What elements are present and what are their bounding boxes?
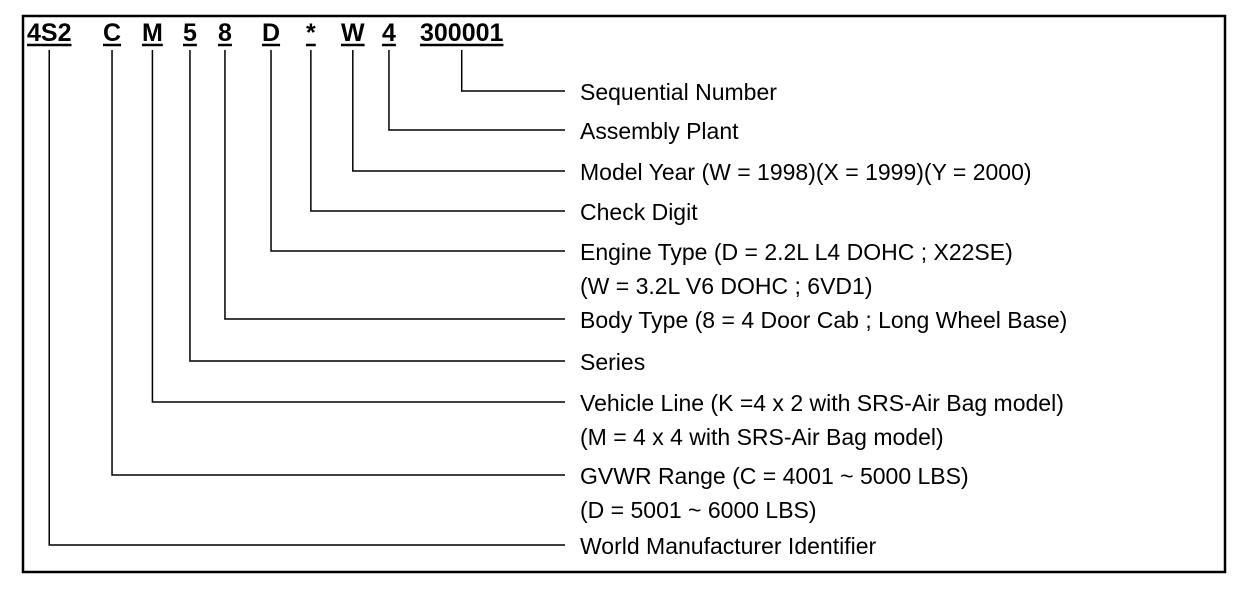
field-label-8-line-2: (D = 5001 ~ 6000 LBS) [580,497,817,523]
field-label-1: Assembly Plant [580,118,739,144]
vin-code-2: M [142,19,163,47]
vin-code-5: D [262,19,281,47]
field-label-5: Body Type (8 = 4 Door Cab ; Long Wheel Base) [580,307,1068,333]
field-label-2: Model Year (W = 1998)(X = 1999)(Y = 2000) [580,159,1032,185]
leader-line-9 [49,50,565,545]
leader-lines [49,50,565,545]
leader-line-2 [353,50,565,171]
field-label-8: GVWR Range (C = 4001 ~ 5000 LBS) [580,463,969,489]
vin-code-row [27,19,504,47]
field-label-3: Check Digit [580,199,698,225]
field-label-0: Sequential Number [580,79,777,105]
leader-line-0 [462,50,565,91]
leader-line-8 [112,50,565,475]
vin-code-8: 4 [382,19,396,47]
leader-line-6 [190,50,565,361]
leader-line-1 [389,50,565,130]
vin-code-1: C [103,19,122,47]
field-descriptions [580,79,1067,559]
vin-code-6: * [306,19,316,47]
vin-code-3: 5 [183,19,197,47]
field-label-9: World Manufacturer Identifier [580,533,877,559]
field-label-4-line-2: (W = 3.2L V6 DOHC ; 6VD1) [580,273,873,299]
field-label-7: Vehicle Line (K =4 x 2 with SRS-Air Bag model) [580,390,1064,416]
vin-code-4: 8 [218,19,232,47]
leader-line-4 [271,50,565,251]
vin-code-9: 300001 [420,19,504,47]
field-label-6: Series [580,349,646,375]
vin-code-7: W [341,19,365,47]
vin-code-0: 4S2 [27,19,72,47]
field-label-7-line-2: (M = 4 x 4 with SRS-Air Bag model) [580,424,944,450]
leader-line-7 [152,50,565,402]
field-label-4: Engine Type (D = 2.2L L4 DOHC ; X22SE) [580,239,1013,265]
